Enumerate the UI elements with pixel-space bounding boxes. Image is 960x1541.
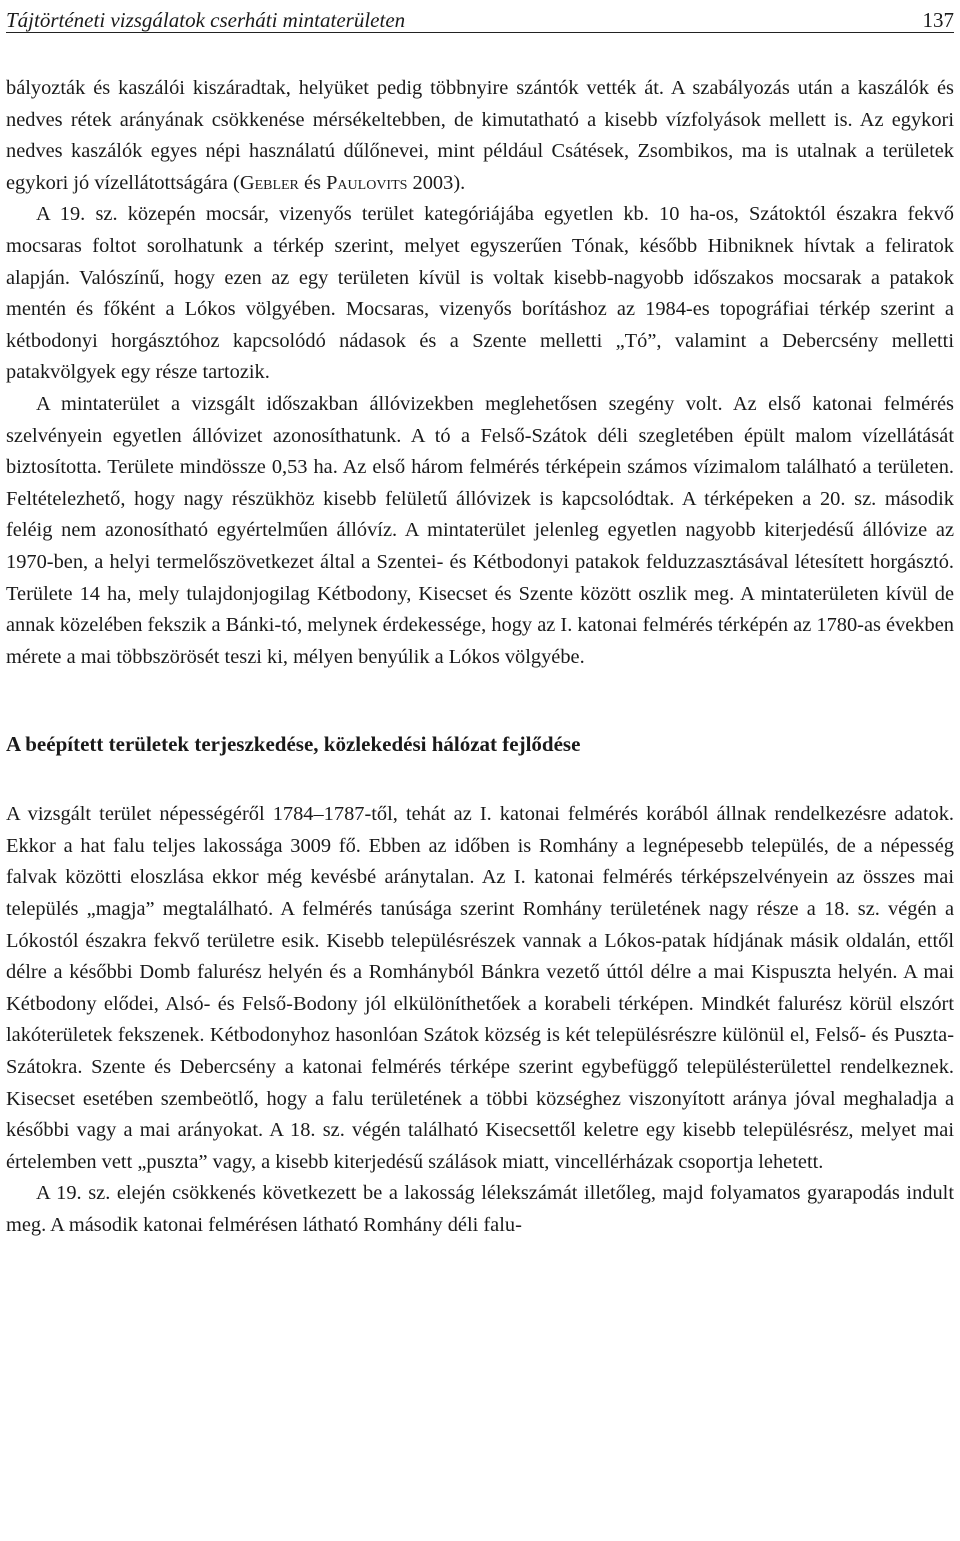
body-text xyxy=(6,73,954,1242)
paragraph xyxy=(6,199,954,389)
text-run: 2003). xyxy=(407,171,466,194)
paragraph xyxy=(6,1178,954,1241)
author-name: Gebler xyxy=(239,171,299,194)
running-header xyxy=(6,0,954,33)
text-run: A 19. sz. elején csökkenés következett be a lakosság lélekszámát illetőleg, majd folyamatos gyarapodás indult meg. A második katonai felmérésen látható Romhány déli falu- xyxy=(6,1182,954,1236)
section-heading: A beépített területek terjeszkedése, közlekedési hálózat fejlődése xyxy=(6,732,581,757)
text-run: A 19. sz. közepén mocsár, vizenyős terület kategóriájába egyetlen kb. 10 ha-os, Szátoktól északra fekvő mocsaras foltot sorolhatunk a térkép szerint, melyet egyszerűen Tónak, később Hibniknek hívtak a feliratok alapján. Valószínű, hogy ezen az egy területen kívül is voltak kisebb-nagyobb időszakos mocsarak a patakok mentén és főként a Lókos völgyében. Mocsaras, vizenyős borításhoz az 1984-es topográfiai térkép szerint a kétbodonyi horgásztóhoz kapcsolódó nádasok és a Szente melletti „Tó”, valamint a Debercsény melletti patakvölgyek egy része tartozik. xyxy=(6,203,954,384)
text-run: és xyxy=(298,171,327,194)
paragraph xyxy=(6,799,954,1178)
running-title: Tájtörténeti vizsgálatok cserháti mintaterületen xyxy=(6,8,406,32)
author-name: Paulovits xyxy=(326,171,408,194)
section-water-paragraphs xyxy=(6,73,954,673)
section-settlement-paragraphs xyxy=(6,799,954,1241)
text-run: A mintaterület a vizsgált időszakban állóvizekben meglehetősen szegény volt. Az első katonai felmérés szelvényein egyetlen állóvizet azonosíthatunk. A tó a Felső-Szátok déli szegletében épült malom vízellátását biztosította. Területe mindössze 0,53 ha. Az első három felmérés térképein számos vízimalom található a területen. Feltételezhető, hogy nagy részükhöz kisebb felületű állóvizek is kapcsolódtak. A térképeken a 20. sz. második feléig nem azonosítható egyértelműen állóvíz. A mintaterület jelenleg egyetlen nagyobb kiterjedésű állóvize az 1970-ben, a helyi termelőszövetkezet által a Szentei- és Kétbodonyi patakok felduzzasztásával létesített horgásztó. Területe 14 ha, mely tulajdonjogilag Kétbodony, Kisecset és Szente között oszlik meg. A mintaterületen kívül de annak közelében fekszik a Bánki-tó, melynek érdekessége, hogy az I. katonai felmérés térképén az 1780-as években mérete a mai többszörösét teszi ki, mélyen benyúlik a Lókos völgyébe. xyxy=(6,392,954,668)
text-run: A vizsgált terület népességéről 1784–1787-től, tehát az I. katonai felmérés korából állnak rendelkezésre adatok. Ekkor a hat falu teljes lakossága 3009 fő. Ebben az időben is Romhány a legnépesebb település, de a népesség falvak közötti eloszlása ekkor még kevésbé aránytalan. Az I. katonai felmérés térképszelvényein az összes mai település „magja” megtalálható. A felmérés tanúsága szerint Romhány területének nagy része a 18. sz. végén a Lókostól északra fekvő területre esik. Kisebb településrészek vannak a Lókos-patak hídjának másik oldalán, ettől délre a későbbi Domb falurész helyén és a Romhányból Bánkra vezető úttól délre a mai Kispuszta helyén. A mai Kétbodony elődei, Alsó- és Felső-Bodony jól elkülöníthetőek a korabeli térképen. Mindkét falurész körül elszórt lakóterületek fekszenek. Kétbodonyhoz hasonlóan Szátok község is két településrészre különül el, Felső- és Puszta-Szátokra. Szente és Debercsény a katonai felmérés térképe szerint egybefüggő településterülettel rendelkeznek. Kisecset esetében szembeötlő, hogy a falu területének a többi községhez viszonyított aránya jóval meghaladja a későbbi vagy a mai arányokat. A 18. sz. végén található Kisecsettől keletre egy kisebb településrész, melyet mai értelemben vett „puszta” vagy, a kisebb kiterjedésű szálások miatt, vincellérházak csoportja lehetett. xyxy=(6,803,954,1173)
page-number: 137 xyxy=(922,8,954,32)
paragraph xyxy=(6,389,954,673)
paragraph xyxy=(6,73,954,199)
text-run: bályozták és kaszálói kiszáradtak, helyüket pedig többnyire szántók vették át. A szabályozás után a kaszálók és nedves rétek arányának csökkenése mérsékeltebben, de kimutatható a kisebb vízfolyások mellett is. Az egykori nedves kaszálók egyes népi használatú dűlőnevei, mint például Csátések, Zsombikos, ma is utalnak a területek egykori jó vízellátottságára ( xyxy=(6,77,954,194)
document-page xyxy=(6,0,954,1242)
